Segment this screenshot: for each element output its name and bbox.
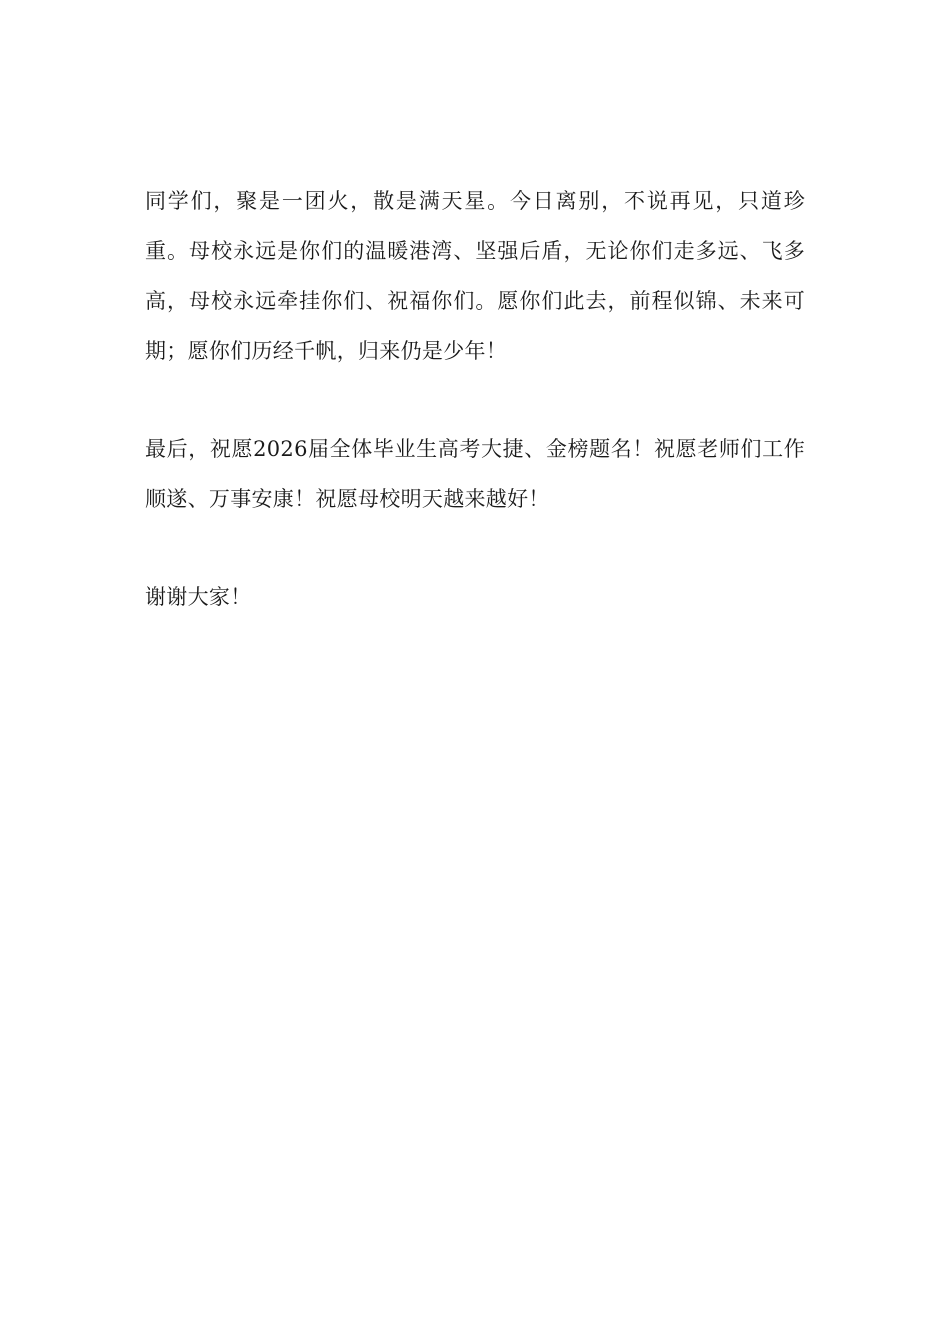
paragraph-farewell: 同学们，聚是一团火，散是满天星。今日离别，不说再见，只道珍重。母校永远是你们的温暖港湾、坚强后盾，无论你们走多远、飞多高，母校永远牵挂你们、祝福你们。愿你们此去，前程似锦、未来可期；愿你们历经千帆，归来仍是少年！ xyxy=(145,189,805,363)
paragraph-wishes: 最后，祝愿2026届全体毕业生高考大捷、金榜题名！祝愿老师们工作顺遂、万事安康！祝愿母校明天越来越好！ xyxy=(145,437,805,511)
document-body xyxy=(145,176,805,622)
paragraph-thanks: 谢谢大家！ xyxy=(145,585,252,609)
